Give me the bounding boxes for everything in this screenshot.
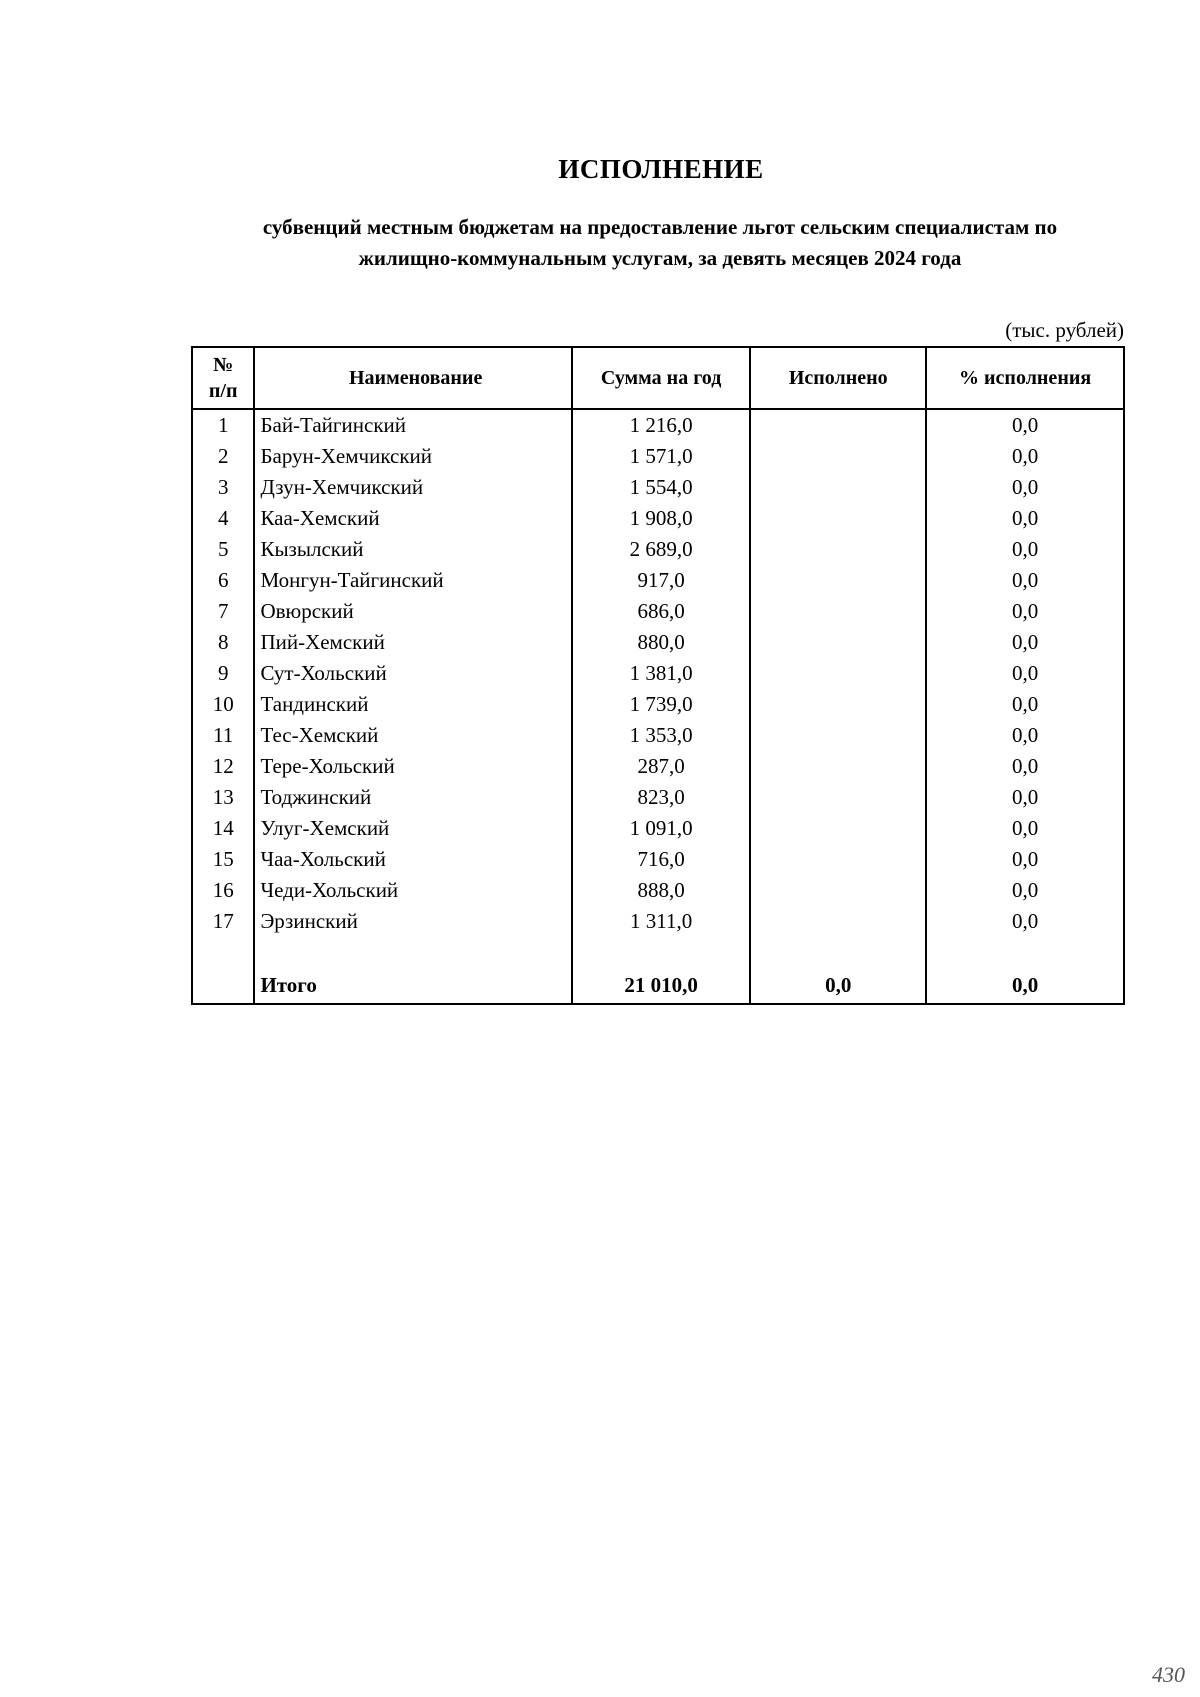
- row-number: 3: [192, 472, 254, 503]
- row-sum: 2 689,0: [572, 534, 750, 565]
- row-percent: 0,0: [926, 720, 1124, 751]
- row-done: [750, 844, 926, 875]
- row-name: Улуг-Хемский: [254, 813, 571, 844]
- header-number: [192, 347, 254, 409]
- row-percent: 0,0: [926, 875, 1124, 906]
- row-number: 10: [192, 689, 254, 720]
- row-sum: 686,0: [572, 596, 750, 627]
- row-percent: 0,0: [926, 503, 1124, 534]
- table-row: [192, 782, 1124, 813]
- row-name: Овюрский: [254, 596, 571, 627]
- row-done: [750, 875, 926, 906]
- total-number: [192, 967, 254, 1004]
- total-done: 0,0: [750, 967, 926, 1004]
- row-name: Пий-Хемский: [254, 627, 571, 658]
- row-number: 6: [192, 565, 254, 596]
- row-sum: 287,0: [572, 751, 750, 782]
- table-header-row: [192, 347, 1124, 409]
- row-done: [750, 441, 926, 472]
- row-percent: 0,0: [926, 844, 1124, 875]
- table-spacer-row: [192, 937, 1124, 967]
- row-name: Дзун-Хемчикский: [254, 472, 571, 503]
- row-percent: 0,0: [926, 596, 1124, 627]
- table-row: [192, 844, 1124, 875]
- document-title: ИСПОЛНЕНИЕ: [558, 154, 764, 184]
- row-sum: 880,0: [572, 627, 750, 658]
- row-sum: 1 739,0: [572, 689, 750, 720]
- row-name: Бай-Тайгинский: [254, 409, 571, 441]
- row-sum: 1 216,0: [572, 409, 750, 441]
- row-sum: 1 381,0: [572, 658, 750, 689]
- row-name: Тандинский: [254, 689, 571, 720]
- execution-table: [191, 346, 1125, 1005]
- row-sum: 823,0: [572, 782, 750, 813]
- total-sum: 21 010,0: [572, 967, 750, 1004]
- row-percent: 0,0: [926, 906, 1124, 937]
- table-row: [192, 720, 1124, 751]
- table-row: [192, 689, 1124, 720]
- row-done: [750, 720, 926, 751]
- row-name: Кызылский: [254, 534, 571, 565]
- table-row: [192, 627, 1124, 658]
- row-name: Сут-Хольский: [254, 658, 571, 689]
- row-percent: 0,0: [926, 441, 1124, 472]
- row-sum: 1 091,0: [572, 813, 750, 844]
- row-name: Чаа-Хольский: [254, 844, 571, 875]
- table-row: [192, 658, 1124, 689]
- row-number: 9: [192, 658, 254, 689]
- row-sum: 1 908,0: [572, 503, 750, 534]
- row-percent: 0,0: [926, 658, 1124, 689]
- row-done: [750, 472, 926, 503]
- table-row: [192, 875, 1124, 906]
- row-name: Монгун-Тайгинский: [254, 565, 571, 596]
- row-name: Чеди-Хольский: [254, 875, 571, 906]
- row-name: Тере-Хольский: [254, 751, 571, 782]
- table-row: [192, 472, 1124, 503]
- row-number: 16: [192, 875, 254, 906]
- subtitle-line-2: жилищно-коммунальным услугам, за девять месяцев 2024 года: [358, 246, 962, 270]
- row-sum: 716,0: [572, 844, 750, 875]
- table-row: [192, 441, 1124, 472]
- row-name: Тоджинский: [254, 782, 571, 813]
- row-number: 8: [192, 627, 254, 658]
- table-row: [192, 409, 1124, 441]
- total-label: Итого: [254, 967, 571, 1004]
- row-done: [750, 503, 926, 534]
- row-percent: 0,0: [926, 472, 1124, 503]
- table-total-row: [192, 967, 1124, 1004]
- spacer-cell: [192, 937, 254, 967]
- row-percent: 0,0: [926, 565, 1124, 596]
- row-done: [750, 813, 926, 844]
- table-row: [192, 596, 1124, 627]
- row-sum: 1 554,0: [572, 472, 750, 503]
- spacer-cell: [926, 937, 1124, 967]
- table-row: [192, 751, 1124, 782]
- table-row: [192, 565, 1124, 596]
- row-done: [750, 596, 926, 627]
- row-sum: 1 311,0: [572, 906, 750, 937]
- row-number: 1: [192, 409, 254, 441]
- row-number: 4: [192, 503, 254, 534]
- table-row: [192, 534, 1124, 565]
- table-row: [192, 906, 1124, 937]
- header-number-line-1: №: [213, 354, 234, 376]
- header-number-line-2: п/п: [208, 380, 238, 402]
- row-name: Эрзинский: [254, 906, 571, 937]
- row-done: [750, 534, 926, 565]
- row-number: 14: [192, 813, 254, 844]
- document-subtitle: [190, 212, 1130, 274]
- row-number: 2: [192, 441, 254, 472]
- row-done: [750, 409, 926, 441]
- spacer-cell: [750, 937, 926, 967]
- header-percent: % исполнения: [926, 347, 1124, 409]
- row-sum: 917,0: [572, 565, 750, 596]
- row-percent: 0,0: [926, 782, 1124, 813]
- row-percent: 0,0: [926, 689, 1124, 720]
- row-percent: 0,0: [926, 813, 1124, 844]
- row-done: [750, 658, 926, 689]
- row-number: 13: [192, 782, 254, 813]
- subtitle-line-1: субвенций местным бюджетам на предоставление льгот сельским специалистам по: [262, 215, 1058, 239]
- spacer-cell: [254, 937, 571, 967]
- row-percent: 0,0: [926, 409, 1124, 441]
- table-body: [192, 409, 1124, 1004]
- row-done: [750, 627, 926, 658]
- total-percent: 0,0: [926, 967, 1124, 1004]
- row-name: Барун-Хемчикский: [254, 441, 571, 472]
- table-row: [192, 813, 1124, 844]
- header-done: Исполнено: [750, 347, 926, 409]
- row-sum: 1 353,0: [572, 720, 750, 751]
- row-number: 17: [192, 906, 254, 937]
- row-percent: 0,0: [926, 627, 1124, 658]
- units-note: (тыс. рублей): [1005, 318, 1124, 342]
- row-number: 15: [192, 844, 254, 875]
- row-number: 7: [192, 596, 254, 627]
- row-sum: 1 571,0: [572, 441, 750, 472]
- row-percent: 0,0: [926, 534, 1124, 565]
- row-name: Каа-Хемский: [254, 503, 571, 534]
- row-done: [750, 565, 926, 596]
- row-done: [750, 782, 926, 813]
- row-done: [750, 751, 926, 782]
- header-sum: Сумма на год: [572, 347, 750, 409]
- spacer-cell: [572, 937, 750, 967]
- row-name: Тес-Хемский: [254, 720, 571, 751]
- row-percent: 0,0: [926, 751, 1124, 782]
- row-number: 11: [192, 720, 254, 751]
- row-done: [750, 906, 926, 937]
- page-number: 430: [1152, 1662, 1185, 1687]
- table-row: [192, 503, 1124, 534]
- row-done: [750, 689, 926, 720]
- row-number: 12: [192, 751, 254, 782]
- row-sum: 888,0: [572, 875, 750, 906]
- header-name: Наименование: [254, 347, 571, 409]
- row-number: 5: [192, 534, 254, 565]
